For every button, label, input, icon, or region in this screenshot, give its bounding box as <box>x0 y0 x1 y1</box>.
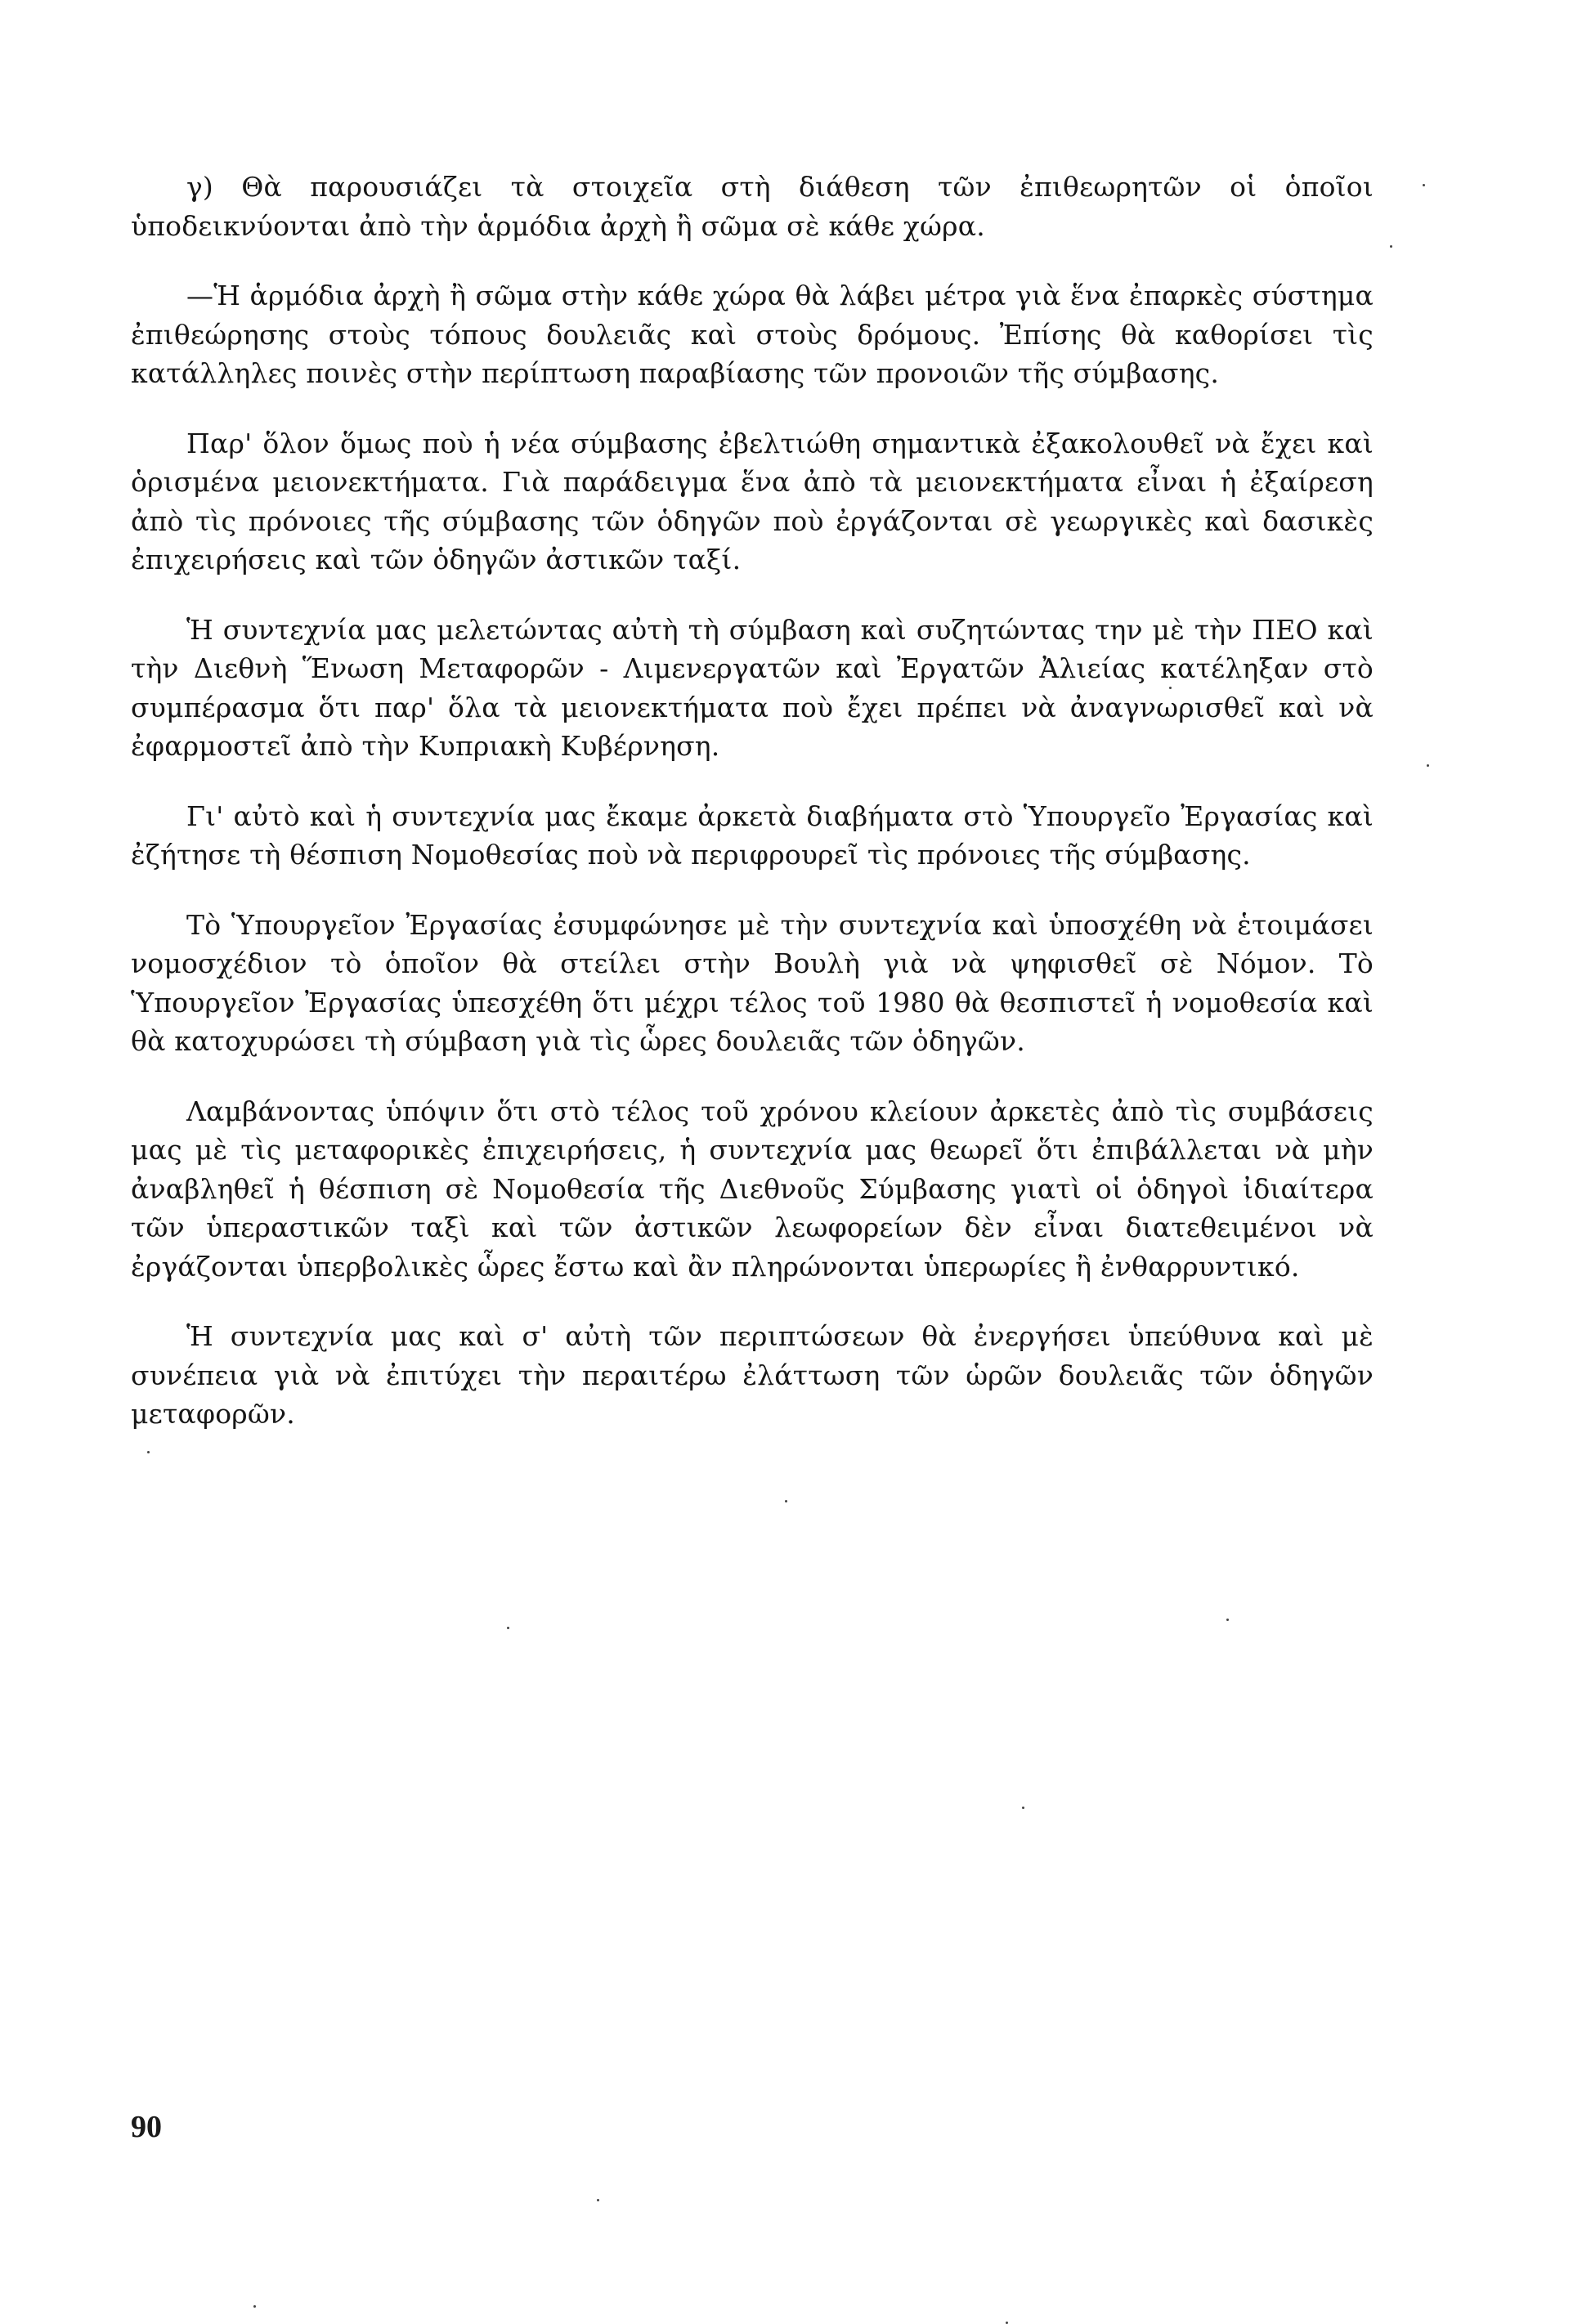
paragraph-inspection-authority: —Ἡ ἁρμόδια ἀρχὴ ἢ σῶμα στὴν κάθε χώρα θὰ λάβει μέτρα γιὰ ἕνα ἐπαρκὲς σύστημα ἐπιθεώρησης στοὺς τόπους δουλειᾶς καὶ στοὺς δρόμους. Ἐπίσης θὰ καθορίσει τὶς κατάλληλες ποινὲς στὴν περίπτωση παραβίασης τῶν προνοιῶν τῆς σύμβασης. <box>131 280 1374 389</box>
page-number: 90 <box>131 2110 162 2144</box>
scan-speck <box>1423 184 1425 186</box>
paragraph-ministry-agreement: Τὸ Ὑπουργεῖον Ἐργασίας ἐσυμφώνησε μὲ τὴν συντεχνία καὶ ὑποσχέθη νὰ ἑτοιμάσει νομοσχέδιον τὸ ὁποῖον θὰ στείλει στὴν Βουλὴ γιὰ νὰ ψηφισθεῖ σὲ Νόμον. Τὸ Ὑπουργεῖον Ἐργασίας ὑπεσχέθη ὅτι μέχρι τέλος τοῦ 1980 θὰ θεσπιστεῖ ἡ νομοθεσία καὶ θὰ κατοχυρώσει τὴ σύμβαση γιὰ τὶς ὧρες δουλειᾶς τῶν ὁδηγῶν. <box>131 908 1374 1057</box>
scan-speck <box>1022 1807 1024 1809</box>
scan-speck <box>507 1627 509 1629</box>
scan-speck <box>1390 245 1392 248</box>
document-body <box>131 168 1374 1465</box>
paragraph-contracts-expiring: Λαμβάνοντας ὑπόψιν ὅτι στὸ τέλος τοῦ χρόνου κλείουν ἀρκετὲς ἀπὸ τὶς συμβάσεις μας μὲ τὶς μεταφορικὲς ἐπιχειρήσεις, ἡ συντεχνία μας θεωρεῖ ὅτι ἐπιβάλλεται νὰ μὴν ἀναβληθεῖ ἡ θέσπιση σὲ Νομοθεσία τῆς Διεθνοῦς Σύμβασης γιατὶ οἱ ὁδηγοὶ ἰδιαίτερα τῶν ὑπεραστικῶν ταξὶ καὶ τῶν ἀστικῶν λεωφορείων δὲν εἶναι διατεθειμένοι νὰ ἐργάζονται ὑπερβολικὲς ὧρες ἔστω καὶ ἂν πληρώνονται ὑπερωρίες ἢ ἐνθαρρυντικό. <box>131 1095 1374 1283</box>
scan-speck <box>597 2199 599 2201</box>
scan-speck <box>253 2305 256 2308</box>
scan-speck <box>785 1500 787 1502</box>
paragraph-c-item: γ) Θὰ παρουσιάζει τὰ στοιχεῖα στὴ διάθεση τῶν ἐπιθεωρητῶν οἱ ὁποῖοι ὑποδεικνύονται ἀπὸ τὴν ἁρμόδια ἀρχὴ ἢ σῶμα σὲ κάθε χώρα. <box>131 171 1374 242</box>
scan-speck <box>1427 764 1429 767</box>
scan-speck <box>1169 687 1172 689</box>
scan-speck <box>1226 1619 1229 1621</box>
paragraph-union-study: Ἡ συντεχνία μας μελετώντας αὐτὴ τὴ σύμβαση καὶ συζητώντας την μὲ τὴν ΠΕΟ καὶ τὴν Διεθνὴ Ἕνωση Μεταφορῶν - Λιμενεργατῶν καὶ Ἐργατῶν Ἀλιείας κατέληξαν στὸ συμπέρασμα ὅτι παρ' ὅλα τὰ μειονεκτήματα ποὺ ἔχει πρέπει νὰ ἀναγνωρισθεῖ καὶ νὰ ἐφαρμοστεῖ ἀπὸ τὴν Κυπριακὴ Κυβέρνηση. <box>131 613 1374 762</box>
paragraph-shortcomings: Παρ' ὅλον ὅμως ποὺ ἡ νέα σύμβασης ἐβελτιώθη σημαντικὰ ἐξακολουθεῖ νὰ ἔχει καὶ ὁρισμένα μειονεκτήματα. Γιὰ παράδειγμα ἕνα ἀπὸ τὰ μειονεκτήματα εἶναι ἡ ἐξαίρεση ἀπὸ τὶς πρόνοιες τῆς σύμβασης τῶν ὁδηγῶν ποὺ ἐργάζονται σὲ γεωργικὲς καὶ δασικὲς ἐπιχειρήσεις καὶ τῶν ὁδηγῶν ἀστικῶν ταξί. <box>131 427 1374 575</box>
scan-speck <box>147 1451 150 1453</box>
paragraph-ministry-representations: Γι' αὐτὸ καὶ ἡ συντεχνία μας ἔκαμε ἀρκετὰ διαβήματα στὸ Ὑπουργεῖο Ἐργασίας καὶ ἐζήτησε τὴ θέσπιση Νομοθεσίας ποὺ νὰ περιφρουρεῖ τὶς πρόνοιες τῆς σύμβασης. <box>131 799 1374 871</box>
paragraph-union-commitment: Ἡ συντεχνία μας καὶ σ' αὐτὴ τῶν περιπτώσεων θὰ ἐνεργήσει ὑπεύθυνα καὶ μὲ συνέπεια γιὰ νὰ ἐπιτύχει τὴν περαιτέρω ἐλάττωση τῶν ὡρῶν δουλειᾶς τῶν ὁδηγῶν μεταφορῶν. <box>131 1320 1374 1430</box>
